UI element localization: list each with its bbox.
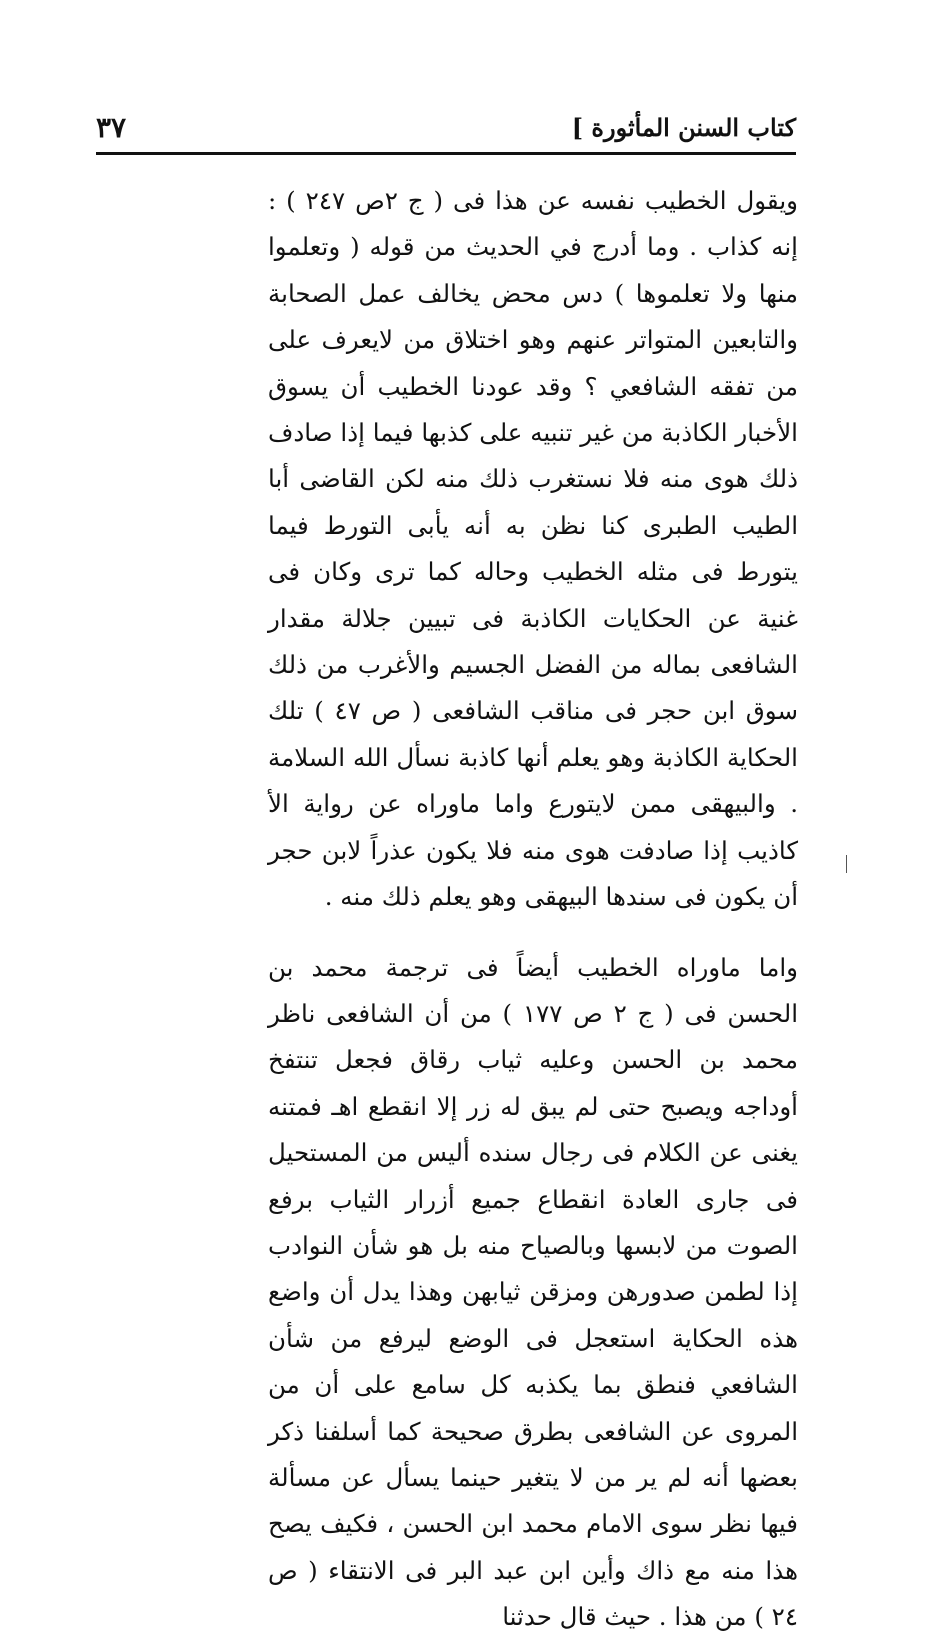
body-text [268, 178, 798, 1641]
running-title: كتاب السنن المأثورة ] [571, 113, 796, 142]
page-header [96, 108, 796, 152]
paragraph-2: واما ماوراه الخطيب أيضاً فى ترجمة محمد بن الحسن فى ( ج ٢ ص ١٧٧ ) من أن الشافعى ناظر محمد بن الحسن وعليه ثياب رقاق فجعل تنتفخ أوداجه ويصبح حتى لم يبق له زر إلا انقطع اهـ فمتنه يغنى عن الكلام فى رجال سنده أليس من المستحيل فى جارى العادة انقطاع جميع أزرار الثياب برفع الصوت من لابسها وبالصياح منه بل هو شأن النوادب إذا لطمن صدورهن ومزقن ثيابهن وهذا يدل أن واضع هذه الحكاية استعجل فى الوضع ليرفع من شأن الشافعي فنطق بما يكذبه كل سامع على أن من المروى عن الشافعى بطرق صحيحة كما أسلفنا ذكر بعضها أنه لم ير من لا يتغير حينما يسأل عن مسألة فيها نظر سوى الامام محمد ابن الحسن ، فكيف يصح هذا منه مع ذاك وأين ابن عبد البر فى الانتقاء ( ص ٢٤ ) من هذا . حيث قال حدثنا [268, 952, 799, 1632]
page-number: ٣٧ [96, 111, 127, 144]
header-rule [96, 152, 796, 155]
paragraph-1: ويقول الخطيب نفسه عن هذا فى ( ج ٢ص ٢٤٧ ) : إنه كذاب . وما أدرج في الحديث من قوله ( وتعلموا منها ولا تعلموها ) دس محض يخالف عمل الصحابة والتابعين المتواتر عنهم وهو اختلاق من لايعرف على من تفقه الشافعي ؟ وقد عودنا الخطيب أن يسوق الأخبار الكاذبة من غير تنبيه على كذبها فيما إذا صادف ذلك هوى منه فلا نستغرب ذلك منه لكن القاضى أبا الطيب الطبرى كنا نظن به أنه يأبى التورط فيما يتورط فى مثله الخطيب وحاله كما ترى وكان فى غنية عن الحكايات الكاذبة فى تبيين جلالة مقدار الشافعى بماله من الفضل الجسيم والأغرب من ذلك سوق ابن حجر فى مناقب الشافعى ( ص ٤٧ ) تلك الحكاية الكاذبة وهو يعلم أنها كاذبة نسأل الله السلامة . والبيهقى ممن لايتورع واما ماوراه عن رواية الأ كاذيب إذا صادفت هوى منه فلا يكون عذراً لابن حجر أن يكون فى سندها البيهقى وهو يعلم ذلك منه . [268, 186, 798, 912]
margin-mark [846, 855, 847, 873]
